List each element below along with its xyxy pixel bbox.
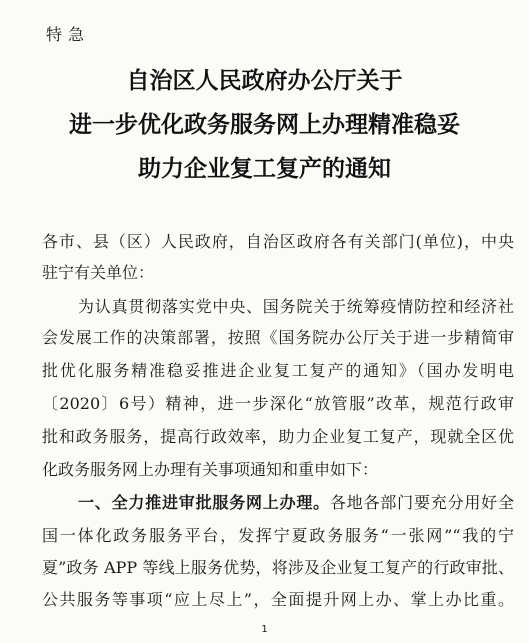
section-1-line-1 (78, 493, 514, 513)
page-number: 1 (261, 624, 268, 635)
document-title-line-1: 自治区人民政府办公厅关于 (126, 68, 403, 94)
paragraph-1-line-6: 化政务服务网上办理有关事项通知和重申如下： (42, 460, 379, 479)
section-1-heading: 一、全力推进审批服务网上办理。 (78, 493, 330, 512)
section-1-line-2: 国一体化政务服务平台，发挥宁夏政务服务“一张网”“我的宁 (42, 526, 514, 545)
section-1-line-1-text: 各地各部门要充分用好全 (329, 493, 514, 512)
paragraph-1-line-5: 批和政务服务，提高行政效率，助力企业复工复产，现就全区优 (42, 427, 514, 446)
addressee-line-1: 各市、县（区）人民政府，自治区政府各有关部门(单位)，中央 (42, 232, 514, 251)
paragraph-1-line-1: 为认真贯彻落实党中央、国务院关于统筹疫情防控和经济社 (78, 297, 514, 316)
document-title-line-3: 助力企业复工复产的通知 (138, 156, 391, 182)
paragraph-1-line-2: 会发展工作的决策部署，按照《国务院办公厅关于进一步精简审 (42, 328, 514, 347)
paragraph-1-line-3: 批优化服务精准稳妥推进企业复工复产的通知》（国办发明电 (42, 361, 514, 380)
addressee-line-2: 驻宁有关单位： (42, 263, 155, 282)
urgency-label: 特急 (46, 25, 91, 44)
section-1-line-4: 公共服务等事项“应上尽上”，全面提升网上办、掌上办比重。 (42, 590, 514, 609)
paragraph-1-line-4: 〔2020〕6号）精神，进一步深化“放管服”改革，规范行政审 (42, 394, 514, 413)
section-1-line-3: 夏”政务 APP 等线上服务优势，将涉及企业复工复产的行政审批、 (42, 558, 514, 577)
document-title-line-2: 进一步优化政务服务网上办理精准稳妥 (69, 112, 460, 138)
